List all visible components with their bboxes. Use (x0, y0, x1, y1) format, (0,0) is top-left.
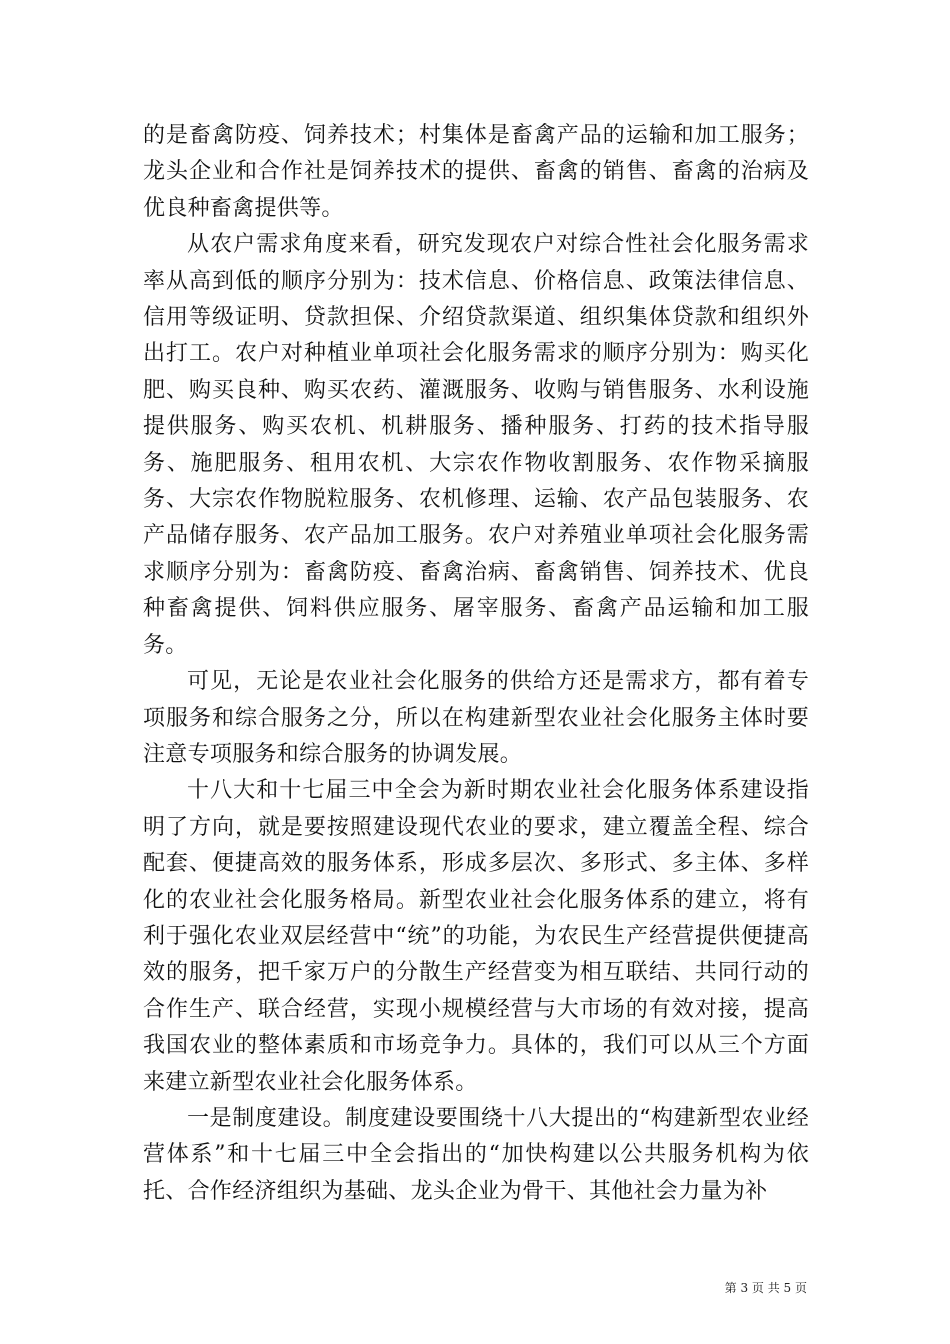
paragraph-farmer-demand: 从农户需求角度来看，研究发现农户对综合性社会化服务需求率从高到低的顺序分别为：技术信息、价格信息、政策法律信息、信用等级证明、贷款担保、介绍贷款渠道、组织集体贷款和组织外出打工。农户对种植业单项社会化服务需求的顺序分别为：购买化肥、购买良种、购买农药、灌溉服务、收购与销售服务、水利设施提供服务、购买农机、机耕服务、播种服务、打药的技术指导服务、施肥服务、租用农机、大宗农作物收割服务、农作物采摘服务、大宗农作物脱粒服务、农机修理、运输、农产品包装服务、农产品储存服务、农产品加工服务。农户对养殖业单项社会化服务需求顺序分别为：畜禽防疫、畜禽治病、畜禽销售、饲养技术、优良种畜禽提供、饲料供应服务、屠宰服务、畜禽产品运输和加工服务。 (143, 232, 809, 658)
paragraph-policy-direction: 十八大和十七届三中全会为新时期农业社会化服务体系建设指明了方向，就是要按照建设现代农业的要求，建立覆盖全程、综合配套、便捷高效的服务体系，形成多层次、多形式、多主体、多样化的农业社会化服务格局。新型农业社会化服务体系的建立，将有利于强化农业双层经营中“统”的功能，为农民生产经营提供便捷高效的服务，把千家万户的分散生产经营变为相互联结、共同行动的合作生产、联合经营，实现小规模经营与大市场的有效对接，提高我国农业的整体素质和市场竞争力。具体的，我们可以从三个方面来建立新型农业社会化服务体系。 (143, 778, 809, 1095)
paragraph-continuation: 的是畜禽防疫、饲养技术；村集体是畜禽产品的运输和加工服务；龙头企业和合作社是饲养技术的提供、畜禽的销售、畜禽的治病及优良种畜禽提供等。 (143, 123, 809, 221)
page-number-footer: 第 3 页 共 5 页 (724, 1281, 807, 1295)
paragraph-conclusion: 可见，无论是农业社会化服务的供给方还是需求方，都有着专项服务和综合服务之分，所以在构建新型农业社会化服务主体时要注意专项服务和综合服务的协调发展。 (143, 669, 809, 767)
paragraph-institution-building: 一是制度建设。制度建设要围绕十八大提出的“构建新型农业经营体系”和十七届三中全会指出的“加快构建以公共服务机构为依托、合作经济组织为基础、龙头企业为骨干、其他社会力量为补 (143, 1105, 809, 1204)
body-text (143, 118, 809, 1210)
